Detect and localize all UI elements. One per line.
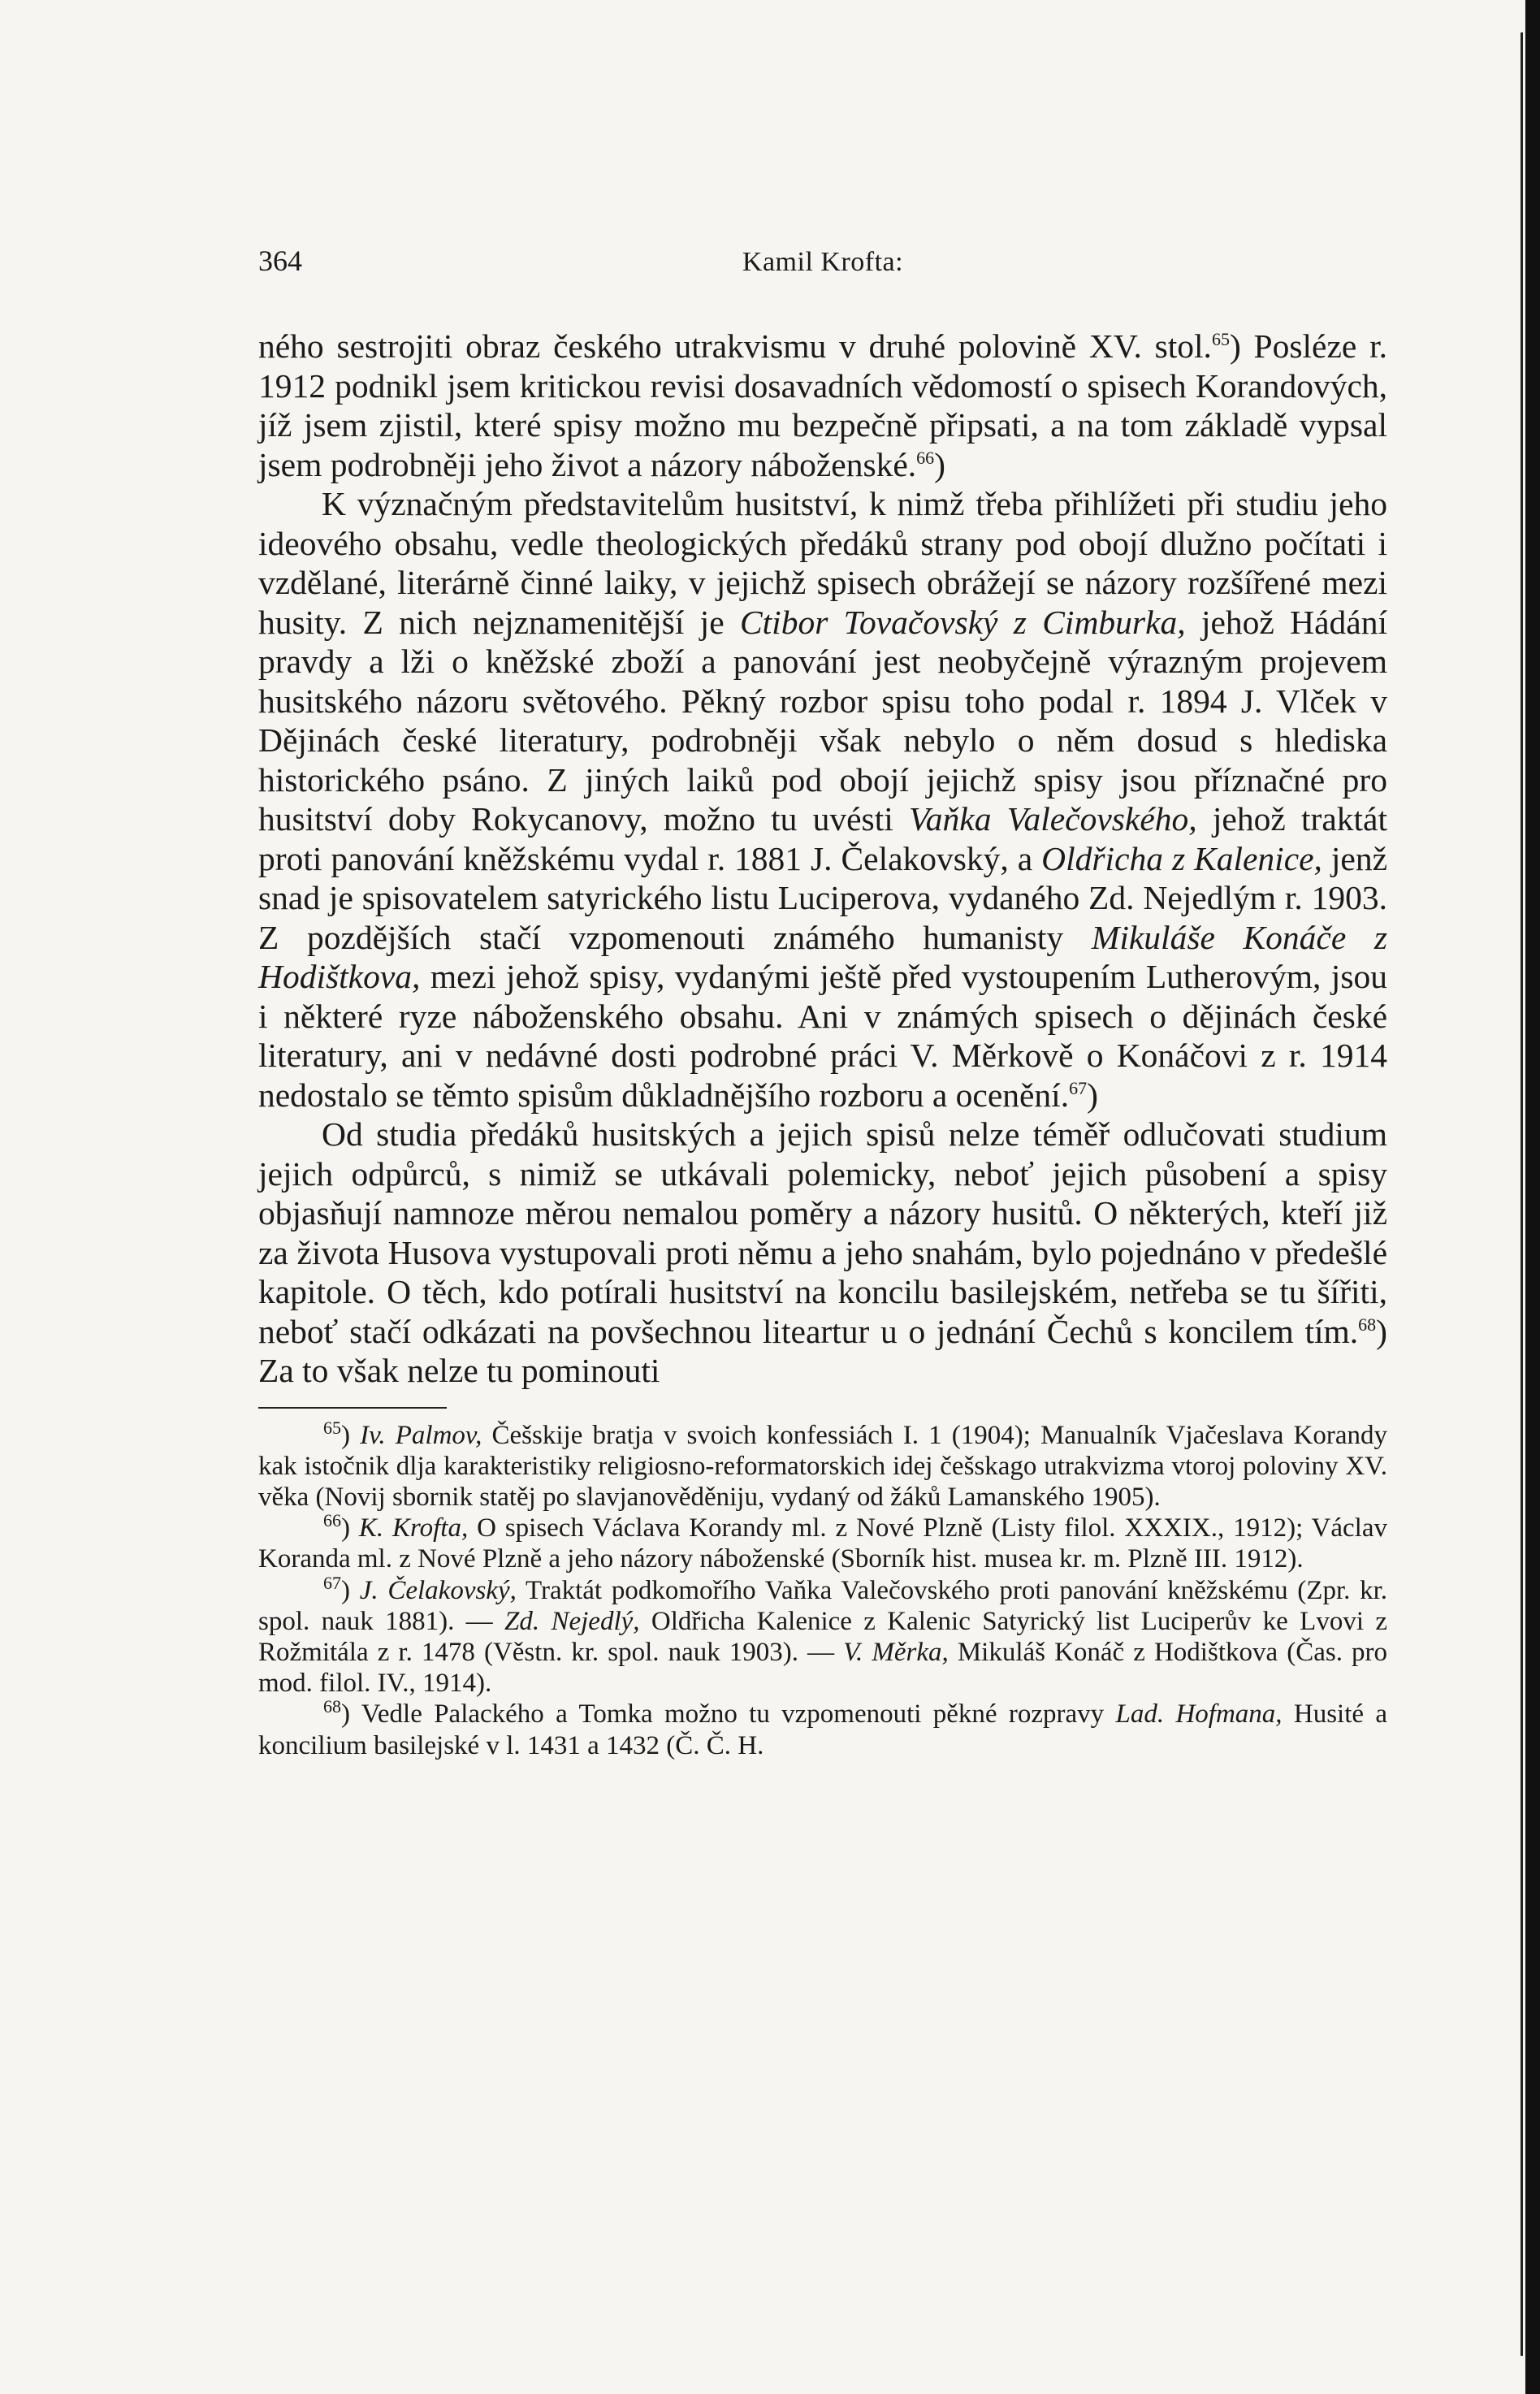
text-run: jehož traktát proti panování kněžskému vydal r. 1881 J. Čelakovský, a — [258, 800, 1388, 877]
text-run: ) — [934, 445, 945, 483]
text-run: ) — [341, 1575, 360, 1605]
italic-name: Iv. Palmov, — [360, 1420, 482, 1450]
text-run: Traktát podkomořího Vaňka Valečovského proti panování kněžskému (Zpr. kr. spol. nauk 1881). — — [258, 1575, 1387, 1636]
italic-name: J. Čelakovský, — [359, 1575, 517, 1605]
paragraph — [258, 484, 1387, 1115]
text-run: O spisech Václava Korandy ml. z Nové Plzně (Listy filol. XXXIX., 1912); Václav Koranda ml. z Nové Plzně a jeho názory náboženské (Sborník hist. musea kr. m. Plzně III. 1912). — [258, 1513, 1387, 1574]
page-number: 364 — [258, 245, 302, 277]
text-run: ) Za to však nelze tu pominouti — [258, 1312, 1387, 1389]
footnote-rule — [258, 1407, 447, 1409]
text-run: Mikuláš Konáč z Hodištkova (Čas. pro mod. filol. IV., 1914). — [258, 1637, 1387, 1699]
footnote-ref: 68 — [323, 1696, 341, 1717]
text-run: ) Vedle Palackého a Tomka možno tu vzpomenouti pěkné rozpravy — [341, 1699, 1116, 1729]
text-run: jehož Hádání pravdy a lži o kněžské zboží a panování jest neobyčejně výrazným projevem husitského názoru světového. Pěkný rozbor spisu toho podal r. 1894 J. Vlček v Dějinách české literatury, podrobněji však nebylo o něm dosud s hlediska historického psáno. Z jiných laiků pod obojí jejichž spisy jsou příznačné pro husitství doby Rokycanovy, možno tu uvésti — [258, 603, 1387, 838]
footnote-ref: 67 — [1069, 1077, 1088, 1098]
text-run: jenž snad je spisovatelem satyrického listu Luciperova, vydaného Zd. Nejedlým r. 1903. Z pozdějších stačí vzpomenouti známého humanisty — [258, 839, 1387, 956]
text-run: Husité a koncilium basilejské v l. 1431 a 1432 (Č. Č. H. — [258, 1699, 1387, 1760]
italic-name: Lad. Hofmana, — [1115, 1699, 1283, 1729]
text-run: K význačným představitelům husitství, k nimž třeba přihlížeti při studiu jeho ideového obsahu, vedle theologických předáků strany pod obojí dlužno počítati i vzdělané, literárně činné laiky, v jejichž spisech obrážejí se názory rozšířené mezi husity. Z nich nejznamenitější je — [258, 485, 1387, 641]
page-edge-line — [1521, 32, 1523, 2356]
text-run: ) — [1087, 1076, 1098, 1114]
italic-name: Ctibor Tovačovský z Cimburka, — [739, 603, 1186, 641]
paragraph — [258, 1115, 1387, 1391]
text-run: ) Posléze r. 1912 podnikl jsem kritickou revisi dosavadních vědomostí o spisech Korandových, jíž jsem zjistil, které spisy možno mu bezpečně připsati, a na tom základě vypsal jsem podrobněji jeho život a názory náboženské. — [258, 327, 1387, 483]
text-run: Od studia předáků husitských a jejich spisů nelze téměř odlučovati studium jejich odpůrců, s nimiž se utkávali polemicky, neboť jejich působení a spisy objasňují namnoze měrou nemalou poměry a názory husitů. O některých, kteří již za života Husova vystupovali proti němu a jeho snahám, bylo pojednáno v předešlé kapitole. O těch, kdo potírali husitství na koncilu basilejském, netřeba se tu šířiti, neboť stačí odkázati na povšechnou liteartur u o jednání Čechů s koncilem tím. — [258, 1115, 1387, 1350]
text-run: Oldřicha Kalenice z Kalenic Satyrický list Luciperův ke Lvovi z Rožmitála z r. 1478 (Věstn. kr. spol. nauk 1903). — — [258, 1606, 1387, 1667]
page-content — [258, 244, 1387, 1761]
scan-border — [1525, 0, 1540, 2394]
italic-name: Zd. Nejedlý, — [504, 1606, 640, 1636]
running-head: Kamil Krofta: — [742, 247, 904, 277]
footnote-ref: 65 — [1211, 329, 1230, 350]
italic-name: V. Měrka, — [843, 1637, 949, 1667]
footnote-ref: 65 — [323, 1417, 341, 1438]
italic-name: Vaňka Valečovského, — [909, 800, 1197, 838]
italic-name: Oldřicha z Kalenice, — [1041, 839, 1322, 877]
italic-name: K. Krofta, — [358, 1513, 469, 1543]
italic-name: Mikuláše Konáče z Hodištkova, — [258, 918, 1387, 995]
text-run: ) — [341, 1420, 361, 1450]
footnote — [258, 1572, 1387, 1699]
main-text — [258, 327, 1387, 1391]
footnote — [258, 1696, 1387, 1760]
footnote-ref: 66 — [916, 447, 935, 468]
footnotes — [258, 1417, 1387, 1761]
paragraph — [258, 327, 1387, 484]
footnote-ref: 66 — [323, 1510, 341, 1531]
footnote-ref: 68 — [1358, 1314, 1377, 1335]
text-run: ) — [341, 1513, 359, 1543]
text-run: Češskije bratja v svoich konfessiách I. 1 (1904); Manualník Vjačeslava Korandy kak istočnik dlja karakteristiky religiosno-reformatorskich idej češskago utrakvizma vtoroj poloviny XV. věka (Novij sbornik statěj po slavjanověděniju, vydaný od žáků Lamanského 1905). — [258, 1420, 1387, 1512]
footnote — [258, 1510, 1387, 1574]
text-run: mezi jehož spisy, vydanými ještě před vystoupením Lutherovým, jsou i některé ryze náboženského obsahu. Ani v známých spisech o dějinách české literatury, ani v nedávné dosti podrobné práci V. Měrkově o Konáčovi z r. 1914 nedostalo se těmto spisům důkladnějšího rozboru a ocenění. — [258, 958, 1387, 1114]
page-header — [258, 244, 1387, 284]
text-run: ného sestrojiti obraz českého utrakvismu v druhé polovině XV. stol. — [258, 327, 1212, 365]
footnote-ref: 67 — [323, 1572, 341, 1593]
footnote — [258, 1417, 1387, 1513]
